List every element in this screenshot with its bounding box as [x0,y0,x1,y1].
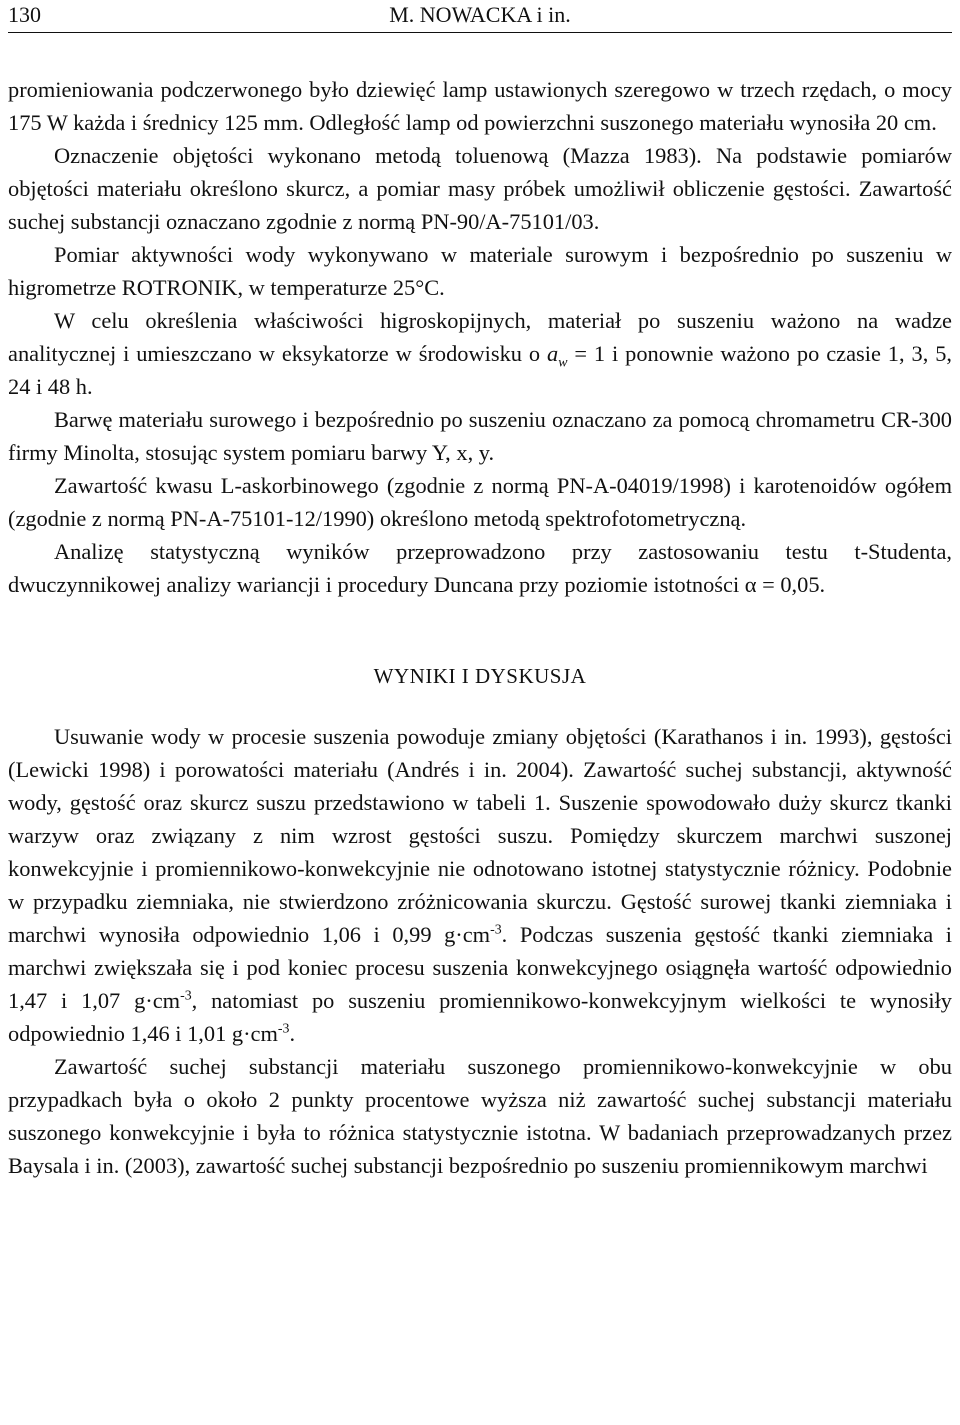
results-paragraph-1 [8,720,952,1050]
page [8,0,952,1182]
paragraph-text: = 1 i ponownie ważono po czasie 1, 3, 5, 24 i 48 h. [8,341,952,399]
water-activity-symbol: a [547,341,559,366]
unit-exponent: -3 [277,1021,290,1037]
paragraph-text: Usuwanie wody w procesie suszenia powoduje zmiany objętości (Karathanos i in. 1993), gęstości (Lewicki 1998) i porowatości materiału (Andrés i in. 2004). Zawartość suchej substancji, aktywność wody, gęstość oraz skurcz suszu przedstawiono w tabeli 1. Suszenie spowodowało duży skurcz tkanki warzyw oraz związany z nim wzrost gęstości suszu. Pomiędzy skurczem marchwi suszonej konwekcyjnie i promiennikowo-konwekcyjnie nie odnotowano istotnej statystycznie różnicy. Podobnie w przypadku ziemniaka, nie stwierdzono zróżnicowania skurczu. Gęstość surowej tkanki ziemniaka i marchwi wynosiła odpowiednio 1,06 i 0,99 g·cm [8,724,952,947]
methods-paragraph-5: Barwę materiału surowego i bezpośrednio po suszeniu oznaczano za pomocą chromametru CR-300 firmy Minolta, stosując system pomiaru barwy Y, x, y. [8,407,952,465]
methods-paragraph-4 [8,304,952,403]
page-number: 130 [8,2,41,27]
running-head: M. NOWACKA i in. [389,2,571,27]
methods-paragraph-7: Analizę statystyczną wyników przeprowadzono przy zastosowaniu testu t-Studenta, dwuczynnikowej analizy wariancji i procedury Duncana przy poziomie istotności α = 0,05. [8,539,952,597]
paragraph-text: , natomiast po suszeniu promiennikowo-konwekcyjnym wielkości te wynosiły odpowiednio 1,46 i 1,01 g·cm [8,988,952,1046]
paragraph-text: . Podczas suszenia gęstość tkanki ziemniaka i marchwi zwiększała się i pod koniec procesu suszenia konwekcyjnego osiągnęła wartość odpowiednio 1,47 i 1,07 g·cm [8,922,953,1013]
unit-exponent: -3 [490,922,502,938]
section-heading: WYNIKI I DYSKUSJA [373,664,587,688]
page-header [8,0,952,33]
paragraph-text: W celu określenia właściwości higroskopijnych, materiał po suszeniu ważono na wadze analitycznej i umieszczano w eksykatorze w środowisku o [8,308,952,366]
unit-exponent: -3 [180,988,192,1004]
methods-paragraph-2: Oznaczenie objętości wykonano metodą toluenową (Mazza 1983). Na podstawie pomiarów objętości materiału określono skurcz, a pomiar masy próbek umożliwił obliczenie gęstości. Zawartość suchej substancji oznaczano zgodnie z normą PN-90/A-75101/03. [8,143,952,234]
water-activity-subscript: w [558,355,568,371]
methods-paragraph-1: promieniowania podczerwonego było dziewięć lamp ustawionych szeregowo w trzech rzędach, o mocy 175 W każda i średnicy 125 mm. Odległość lamp od powierzchni suszonego materiału wynosiła 20 cm. [8,77,952,135]
paragraph-text: . [289,1021,296,1046]
results-section [8,720,952,1182]
methods-paragraph-6: Zawartość kwasu L-askorbinowego (zgodnie z normą PN-A-04019/1998) i karotenoidów ogółem (zgodnie z normą PN-A-75101-12/1990) określono metodą spektrofotometryczną. [8,473,952,531]
results-paragraph-2: Zawartość suchej substancji materiału suszonego promiennikowo-konwekcyjnie w obu przypadkach była o około 2 punkty procentowe wyższa niż zawartość suchej substancji materiału suszonego konwekcyjnie i była to różnica statystycznie istotna. W badaniach przeprowadzanych przez Baysala i in. (2003), zawartość suchej substancji bezpośrednio po suszeniu promiennikowym marchwi [8,1054,952,1178]
methods-section [8,73,952,601]
methods-paragraph-3: Pomiar aktywności wody wykonywano w materiale surowym i bezpośrednio po suszeniu w higrometrze ROTRONIK, w temperaturze 25°C. [8,242,952,300]
